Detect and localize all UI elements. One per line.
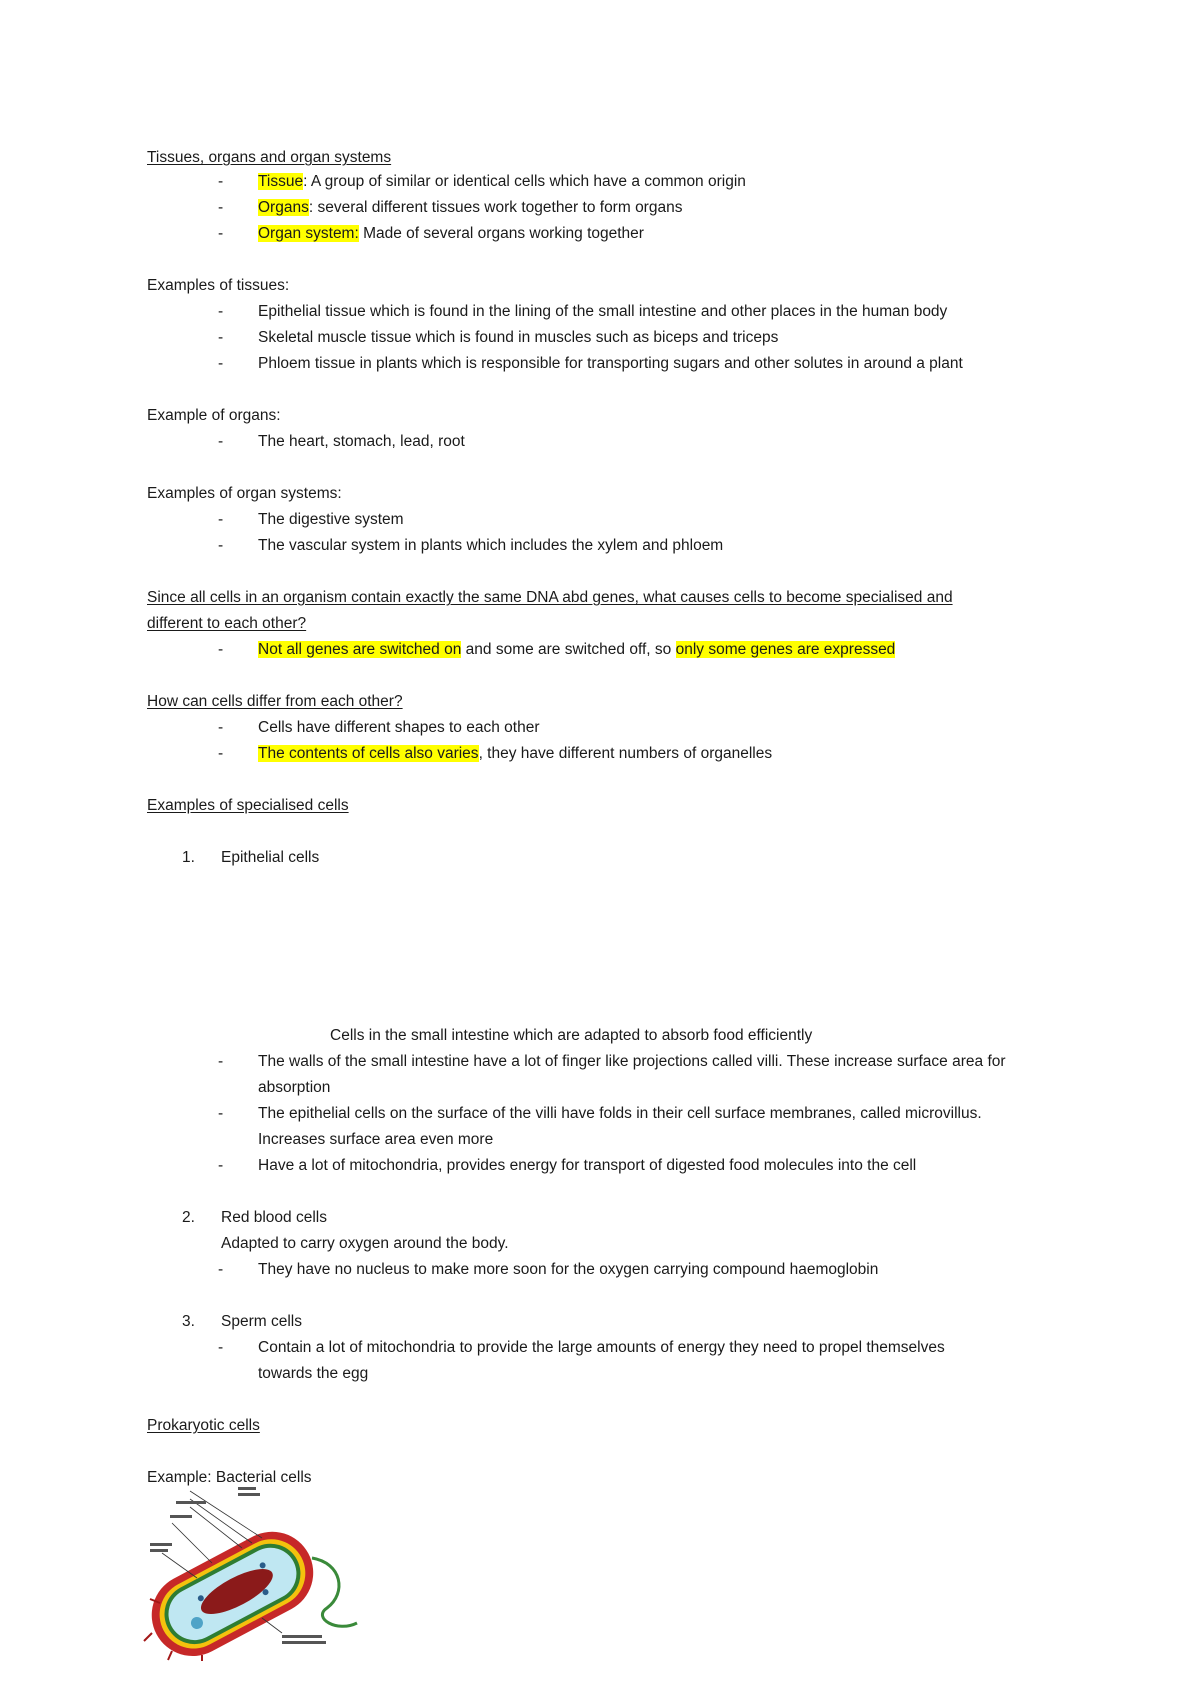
- bullet-dash: -: [218, 433, 224, 450]
- question-heading: How can cells differ from each other?: [147, 693, 403, 710]
- question-heading: Since all cells in an organism contain exactly the same DNA abd genes, what causes cells to become specialised and: [147, 589, 953, 606]
- rbc-bullet: They have no nucleus to make more soon for the oxygen carrying compound haemoglobin: [258, 1261, 879, 1278]
- question-heading-cont: different to each other?: [147, 615, 307, 632]
- bullet-dash: -: [218, 329, 224, 346]
- highlight-text: only some genes are expressed: [675, 641, 896, 658]
- differ-item: Cells have different shapes to each other: [258, 719, 540, 736]
- prokaryotic-heading: Prokaryotic cells: [147, 1417, 260, 1434]
- highlight-term: Organ system:: [258, 225, 359, 242]
- differ-text: , they have different numbers of organelles: [478, 745, 773, 762]
- bullet-dash: -: [218, 1157, 224, 1174]
- tissue-item: Skeletal muscle tissue which is found in muscles such as biceps and triceps: [258, 329, 779, 346]
- bullet-dash: -: [218, 173, 224, 190]
- bacterial-cell-diagram: [142, 1483, 360, 1661]
- answer-text: and some are switched off, so: [461, 641, 676, 658]
- bullet-dash: -: [218, 511, 224, 528]
- highlight-term: Tissue: [258, 173, 304, 190]
- bullet-dash: -: [218, 199, 224, 216]
- bacterial-example: Example: Bacterial cells: [147, 1469, 312, 1486]
- tissue-item: Phloem tissue in plants which is responsible for transporting sugars and other solutes in around a plant: [258, 355, 963, 372]
- bullet-dash: -: [218, 1105, 224, 1122]
- list-number: 2.: [182, 1209, 195, 1226]
- bullet-dash: -: [218, 1053, 224, 1070]
- rbc-subtitle: Adapted to carry oxygen around the body.: [221, 1235, 509, 1252]
- definition-text: : A group of similar or identical cells which have a common origin: [303, 173, 746, 190]
- epithelial-bullet: The epithelial cells on the surface of the villi have folds in their cell surface membranes, called microvillus.: [258, 1105, 982, 1122]
- system-item: The digestive system: [258, 511, 404, 528]
- definition-organ-system: [258, 223, 644, 245]
- highlight-text: Not all genes are switched on: [258, 641, 462, 658]
- definition-text: Made of several organs working together: [358, 225, 644, 242]
- list-number: 1.: [182, 849, 195, 866]
- answer-item: [258, 639, 895, 661]
- sperm-bullet-cont: towards the egg: [258, 1365, 369, 1382]
- tissue-item: Epithelial tissue which is found in the lining of the small intestine and other places in the human body: [258, 303, 948, 320]
- highlight-term: Organs: [258, 199, 309, 216]
- bullet-dash: -: [218, 355, 224, 372]
- epithelial-bullet: Have a lot of mitochondria, provides energy for transport of digested food molecules into the cell: [258, 1157, 917, 1174]
- bullet-dash: -: [218, 719, 224, 736]
- systems-heading: Examples of organ systems:: [147, 485, 342, 502]
- epithelial-bullet-cont: absorption: [258, 1079, 331, 1096]
- sperm-title: Sperm cells: [221, 1313, 302, 1330]
- definition-tissue: [258, 171, 746, 193]
- bullet-dash: -: [218, 1261, 224, 1278]
- section-title: Tissues, organs and organ systems: [147, 149, 392, 166]
- epithelial-bullet: The walls of the small intestine have a lot of finger like projections called villi. These increase surface area for: [258, 1053, 1006, 1070]
- epithelial-caption: Cells in the small intestine which are adapted to absorb food efficiently: [330, 1027, 813, 1044]
- bullet-dash: -: [218, 303, 224, 320]
- system-item: The vascular system in plants which includes the xylem and phloem: [258, 537, 724, 554]
- definition-organs: [258, 197, 682, 219]
- flagellum-shape: [312, 1558, 357, 1626]
- bullet-dash: -: [218, 745, 224, 762]
- differ-item: [258, 743, 772, 765]
- highlight-text: The contents of cells also varies: [258, 745, 479, 762]
- list-number: 3.: [182, 1313, 195, 1330]
- epithelial-bullet-cont: Increases surface area even more: [258, 1131, 494, 1148]
- definition-text: : several different tissues work together to form organs: [308, 199, 683, 216]
- organs-heading: Example of organs:: [147, 407, 281, 424]
- organ-item: The heart, stomach, lead, root: [258, 433, 465, 450]
- bullet-dash: -: [218, 225, 224, 242]
- bullet-dash: -: [218, 537, 224, 554]
- epithelial-title: Epithelial cells: [221, 849, 320, 866]
- rbc-title: Red blood cells: [221, 1209, 327, 1226]
- specialised-heading: Examples of specialised cells: [147, 797, 349, 814]
- bullet-dash: -: [218, 1339, 224, 1356]
- bullet-dash: -: [218, 641, 224, 658]
- tissues-heading: Examples of tissues:: [147, 277, 290, 294]
- sperm-bullet: Contain a lot of mitochondria to provide the large amounts of energy they need to propel themselves: [258, 1339, 945, 1356]
